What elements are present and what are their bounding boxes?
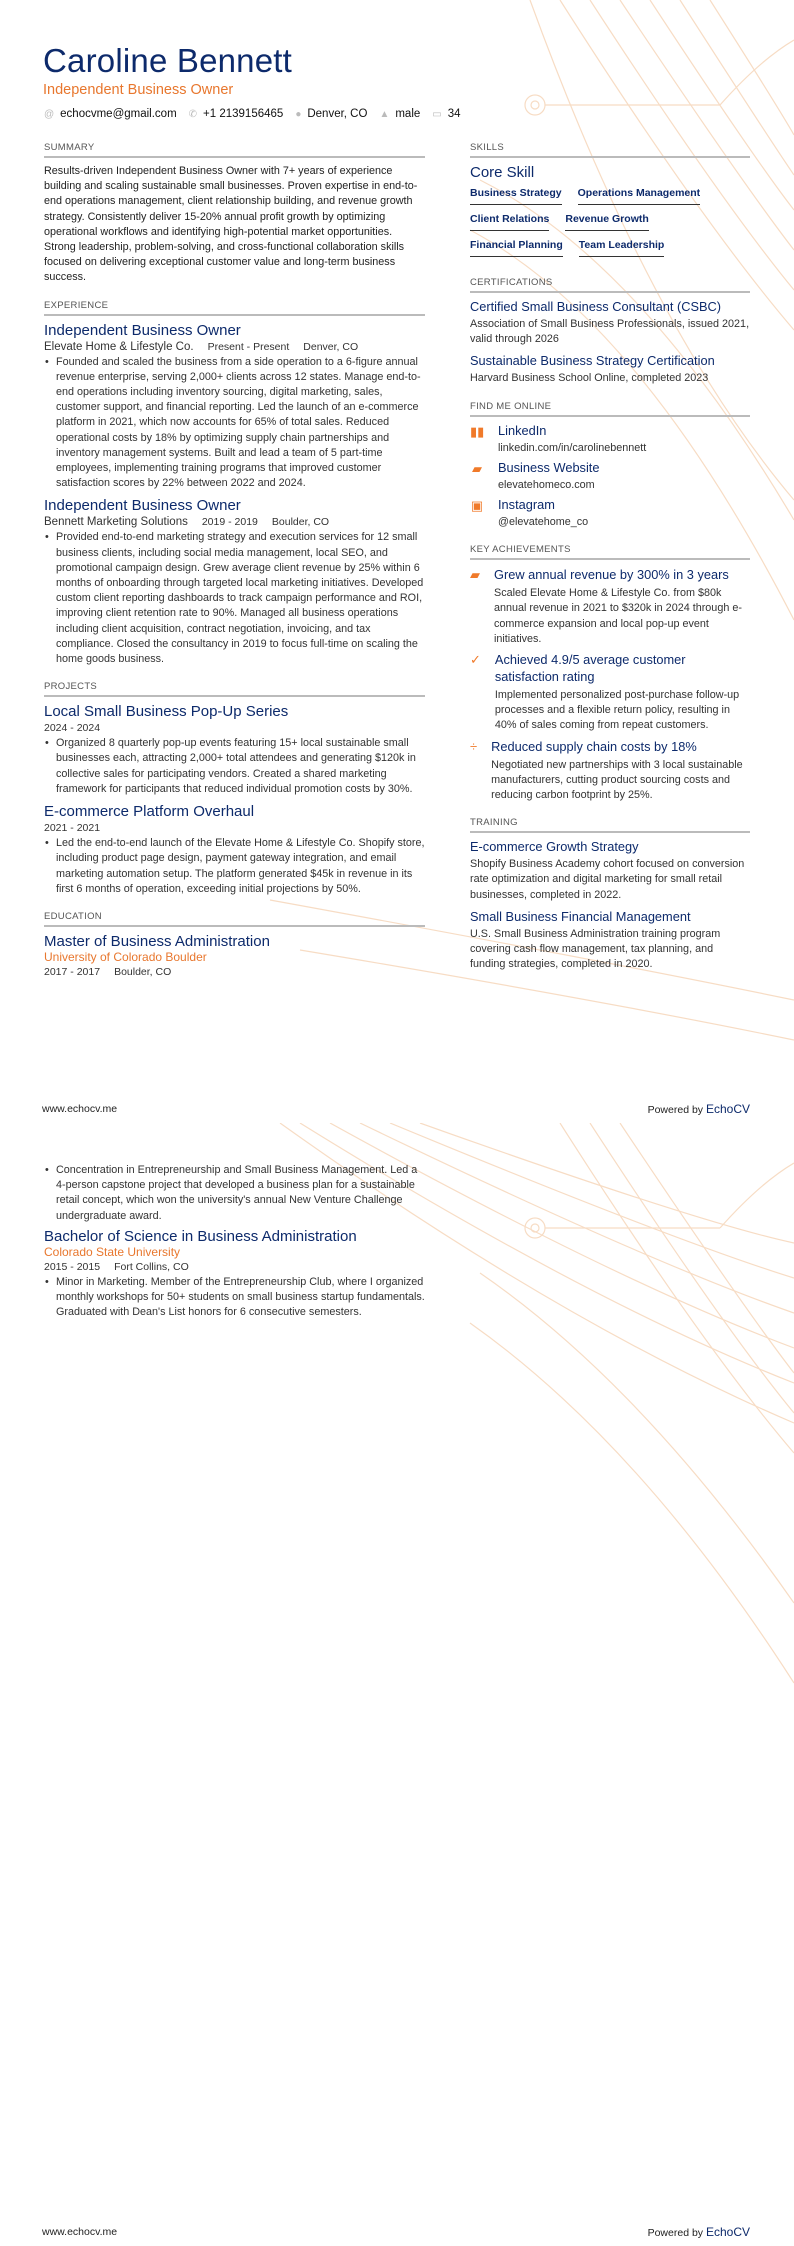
footer-site[interactable]: www.echocv.me [42, 1103, 118, 1115]
file-icon: ▰ [472, 460, 482, 476]
education-section [44, 911, 425, 978]
summary-section [44, 142, 425, 286]
age: 34 [447, 108, 461, 120]
location: Denver, CO [303, 340, 359, 353]
dates: 2021 - 2021 [44, 822, 101, 835]
achievement-item [470, 566, 750, 647]
cert-desc: Harvard Business School Online, completed 2023 [470, 372, 709, 385]
cert-title: Sustainable Business Strategy Certification [470, 353, 715, 369]
dates: 2019 - 2019 [201, 516, 258, 529]
skill-tag: Client Relations [470, 211, 549, 231]
training-desc: U.S. Small Business Administration training program covering cash flow management, tax planning, and funding strategies, completed in 2020. [470, 927, 721, 971]
summary-text: Results-driven Independent Business Owner with 7+ years of experience building and scaling sustainable small businesses. Proven expertise in end-to-end operations management, client relationship building, and revenue growth strategy. Consistently deliver 15-20% annual profit growth by optimizing operational workflows and identifying high-potential market opportunities. Strong leadership, problem-solving, and cross-functional collaboration skills focused on delivering exceptional customer value and long-term business success. [44, 165, 418, 284]
book-open-icon: ▮▮ [470, 423, 485, 439]
section-label: FIND ME ONLINE [470, 401, 750, 417]
skill-tag: Operations Management [578, 185, 701, 205]
company: Elevate Home & Lifestyle Co. [44, 340, 194, 353]
achievement-item [470, 651, 750, 734]
section-label: SUMMARY [44, 142, 425, 158]
achievement-desc: Negotiated new partnerships with 3 local sustainable manufacturers, cutting product sourcing costs and reducing carbon footprint by 25%. [491, 758, 743, 802]
training-title: E-commerce Growth Strategy [470, 839, 639, 855]
link-name[interactable]: LinkedIn [498, 422, 547, 438]
left-column [44, 142, 425, 992]
phone-icon: ✆ [188, 108, 198, 120]
link-name[interactable]: Instagram [498, 497, 555, 513]
person-icon: ▲ [379, 108, 390, 120]
document-icon: ▰ [470, 567, 480, 583]
left-column-continued [44, 1163, 425, 1320]
skill-group-title: Core Skill [470, 164, 535, 181]
achievements-section [470, 544, 750, 803]
achievement-desc: Implemented personalized post-purchase follow-up processes and a flexible return policy, resulting in 40% of sales coming from repeat customers. [494, 689, 740, 732]
company: Bennett Marketing Solutions [44, 516, 188, 529]
projects-section [44, 681, 425, 897]
school: University of Colorado Boulder [44, 949, 207, 964]
section-label: PROJECTS [44, 681, 425, 697]
achievement-title: Grew annual revenue by 300% in 3 years [494, 567, 729, 583]
right-column [470, 142, 750, 986]
achievement-desc: Scaled Elevate Home & Lifestyle Co. from $80k annual revenue in 2021 to $320k in 2024 through e-commerce expansion and local pop-up event initiatives. [494, 587, 742, 645]
location-pin-icon: ● [295, 108, 302, 120]
online-link-instagram[interactable] [470, 497, 750, 530]
location: Boulder, CO [271, 516, 330, 529]
skills-section [470, 142, 750, 263]
dates: 2017 - 2017 [44, 965, 101, 978]
candidate-name: Caroline Bennett [43, 42, 293, 79]
link-value[interactable]: linkedin.com/in/carolinebennett [498, 441, 647, 454]
online-link-linkedin[interactable] [470, 423, 750, 456]
online-section [470, 401, 750, 531]
experience-section [44, 300, 425, 668]
bullet: • Founded and scaled the business from a side operation to a 6-figure annual revenue enterprise, serving 2,000+ clients across 12 states. Manage end-to-end operations including inventory sourcing, digital marketing, sales, customer support, and financial reporting. Led the launch of an e-commerce platform in 2021, which now accounts for 65% of total sales. Reduced operational costs by 18% by optimizing supply chain partnerships and inventory management systems. Built and lead a team of 5 part-time employees, implementing training programs that improved customer satisfaction scores by 22% between 2022 and 2024. [44, 355, 425, 492]
section-label: SKILLS [470, 142, 750, 158]
project-title: E-commerce Platform Overhaul [44, 803, 255, 821]
dates: 2015 - 2015 [44, 1260, 101, 1273]
location: Boulder, CO [114, 965, 172, 978]
skill-tag: Revenue Growth [565, 211, 648, 231]
powered-by [648, 2225, 750, 2239]
skill-tag: Business Strategy [470, 185, 562, 205]
divide-icon: ÷ [470, 738, 478, 754]
link-value[interactable]: elevatehomeco.com [498, 478, 595, 491]
bullet: • Concentration in Entrepreneurship and Small Business Management. Led a 4-person capstone project that developed a business plan for a sustainable retail concept, which won the university's annual New Venture Challenge undergraduate award. [44, 1163, 425, 1224]
section-label: CERTIFICATIONS [470, 277, 750, 293]
school: Colorado State University [44, 1244, 181, 1259]
phone[interactable]: +1 2139156465 [203, 108, 284, 120]
experience-item [44, 322, 425, 492]
powered-label: Powered by [647, 1104, 704, 1116]
online-link-website[interactable] [470, 460, 750, 493]
powered-label: Powered by [647, 2227, 704, 2239]
training-desc: Shopify Business Academy cohort focused on conversion rate optimization and digital marketing for small retail businesses, completed in 2022. [470, 858, 745, 901]
dates: 2024 - 2024 [44, 722, 101, 735]
link-name[interactable]: Business Website [498, 459, 600, 475]
project-item [44, 703, 425, 797]
brand-logo[interactable]: EchoCV [705, 2225, 750, 2239]
job-title: Independent Business Owner [44, 321, 241, 339]
candidate-title: Independent Business Owner [43, 82, 234, 98]
at-icon: @ [44, 108, 55, 120]
certifications-section [470, 277, 750, 387]
section-label: EXPERIENCE [44, 300, 425, 316]
achievement-title: Reduced supply chain costs by 18% [491, 738, 697, 754]
section-label: TRAINING [470, 817, 750, 833]
project-item [44, 803, 425, 897]
footer-site[interactable]: www.echocv.me [42, 2226, 118, 2238]
bullet: • Minor in Marketing. Member of the Entrepreneurship Club, where I organized monthly workshops for 50+ students on small business startup fundamentals. Graduated with Dean's List honors for 6 consecutive semesters. [44, 1275, 425, 1321]
training-section [470, 817, 750, 972]
powered-by [648, 1102, 750, 1116]
email[interactable]: echocvme@gmail.com [60, 108, 177, 120]
bullet: • Led the end-to-end launch of the Elevate Home & Lifestyle Co. Shopify store, including product page design, payment gateway integration, and email marketing automation setup. The platform generated $45k in revenue in its first 6 months of operation, exceeding initial projections by 50%. [44, 836, 425, 897]
cert-desc: Association of Small Business Professionals, issued 2021, valid through 2026 [470, 318, 750, 346]
location: Fort Collins, CO [114, 1260, 189, 1273]
degree: Bachelor of Science in Business Administration [44, 1227, 357, 1245]
skill-tag: Financial Planning [470, 237, 563, 257]
dates: Present - Present [207, 340, 290, 353]
achievement-item [470, 738, 750, 804]
experience-item [44, 497, 425, 667]
bullet: • Provided end-to-end marketing strategy and execution services for 12 small business clients, including social media management, local SEO, and promotional campaign design. Grew average client revenue by 25% within 6 months of onboarding through targeted local marketing initiatives. Developed custom client reporting dashboards to track campaign performance and ROI, improving client retention rate to 90%. Managed all business operations including client acquisition, contract negotiation, invoicing, and tax compliance. Closed the consultancy in 2019 to focus full-time on scaling the home goods business. [44, 530, 425, 667]
contact-row [44, 108, 461, 120]
gender: male [395, 108, 421, 120]
check-icon: ✓ [470, 652, 481, 668]
project-title: Local Small Business Pop-Up Series [44, 703, 289, 721]
location: Denver, CO [307, 108, 368, 120]
calendar-icon: ▭ [432, 108, 442, 120]
cert-title: Certified Small Business Consultant (CSBC) [470, 299, 722, 314]
bookmark-icon: ▣ [470, 498, 484, 514]
section-label: EDUCATION [44, 911, 425, 927]
brand-logo[interactable]: EchoCV [705, 1102, 750, 1116]
link-value[interactable]: @elevatehome_co [498, 516, 589, 529]
section-label: KEY ACHIEVEMENTS [470, 544, 750, 560]
job-title: Independent Business Owner [44, 497, 241, 515]
resume-page-2 [0, 1123, 794, 2246]
degree: Master of Business Administration [44, 932, 270, 950]
skill-tag: Team Leadership [579, 237, 665, 257]
training-title: Small Business Financial Management [470, 908, 691, 924]
achievement-title: Achieved 4.9/5 average customer satisfaction rating [494, 652, 686, 685]
bullet: • Organized 8 quarterly pop-up events featuring 15+ local sustainable small businesses each, attracting 2,000+ total attendees and generating $120k in collective sales for participating vendors. Created a shared marketing framework for participants that reduced individual promotion costs by 30%. [44, 736, 425, 797]
